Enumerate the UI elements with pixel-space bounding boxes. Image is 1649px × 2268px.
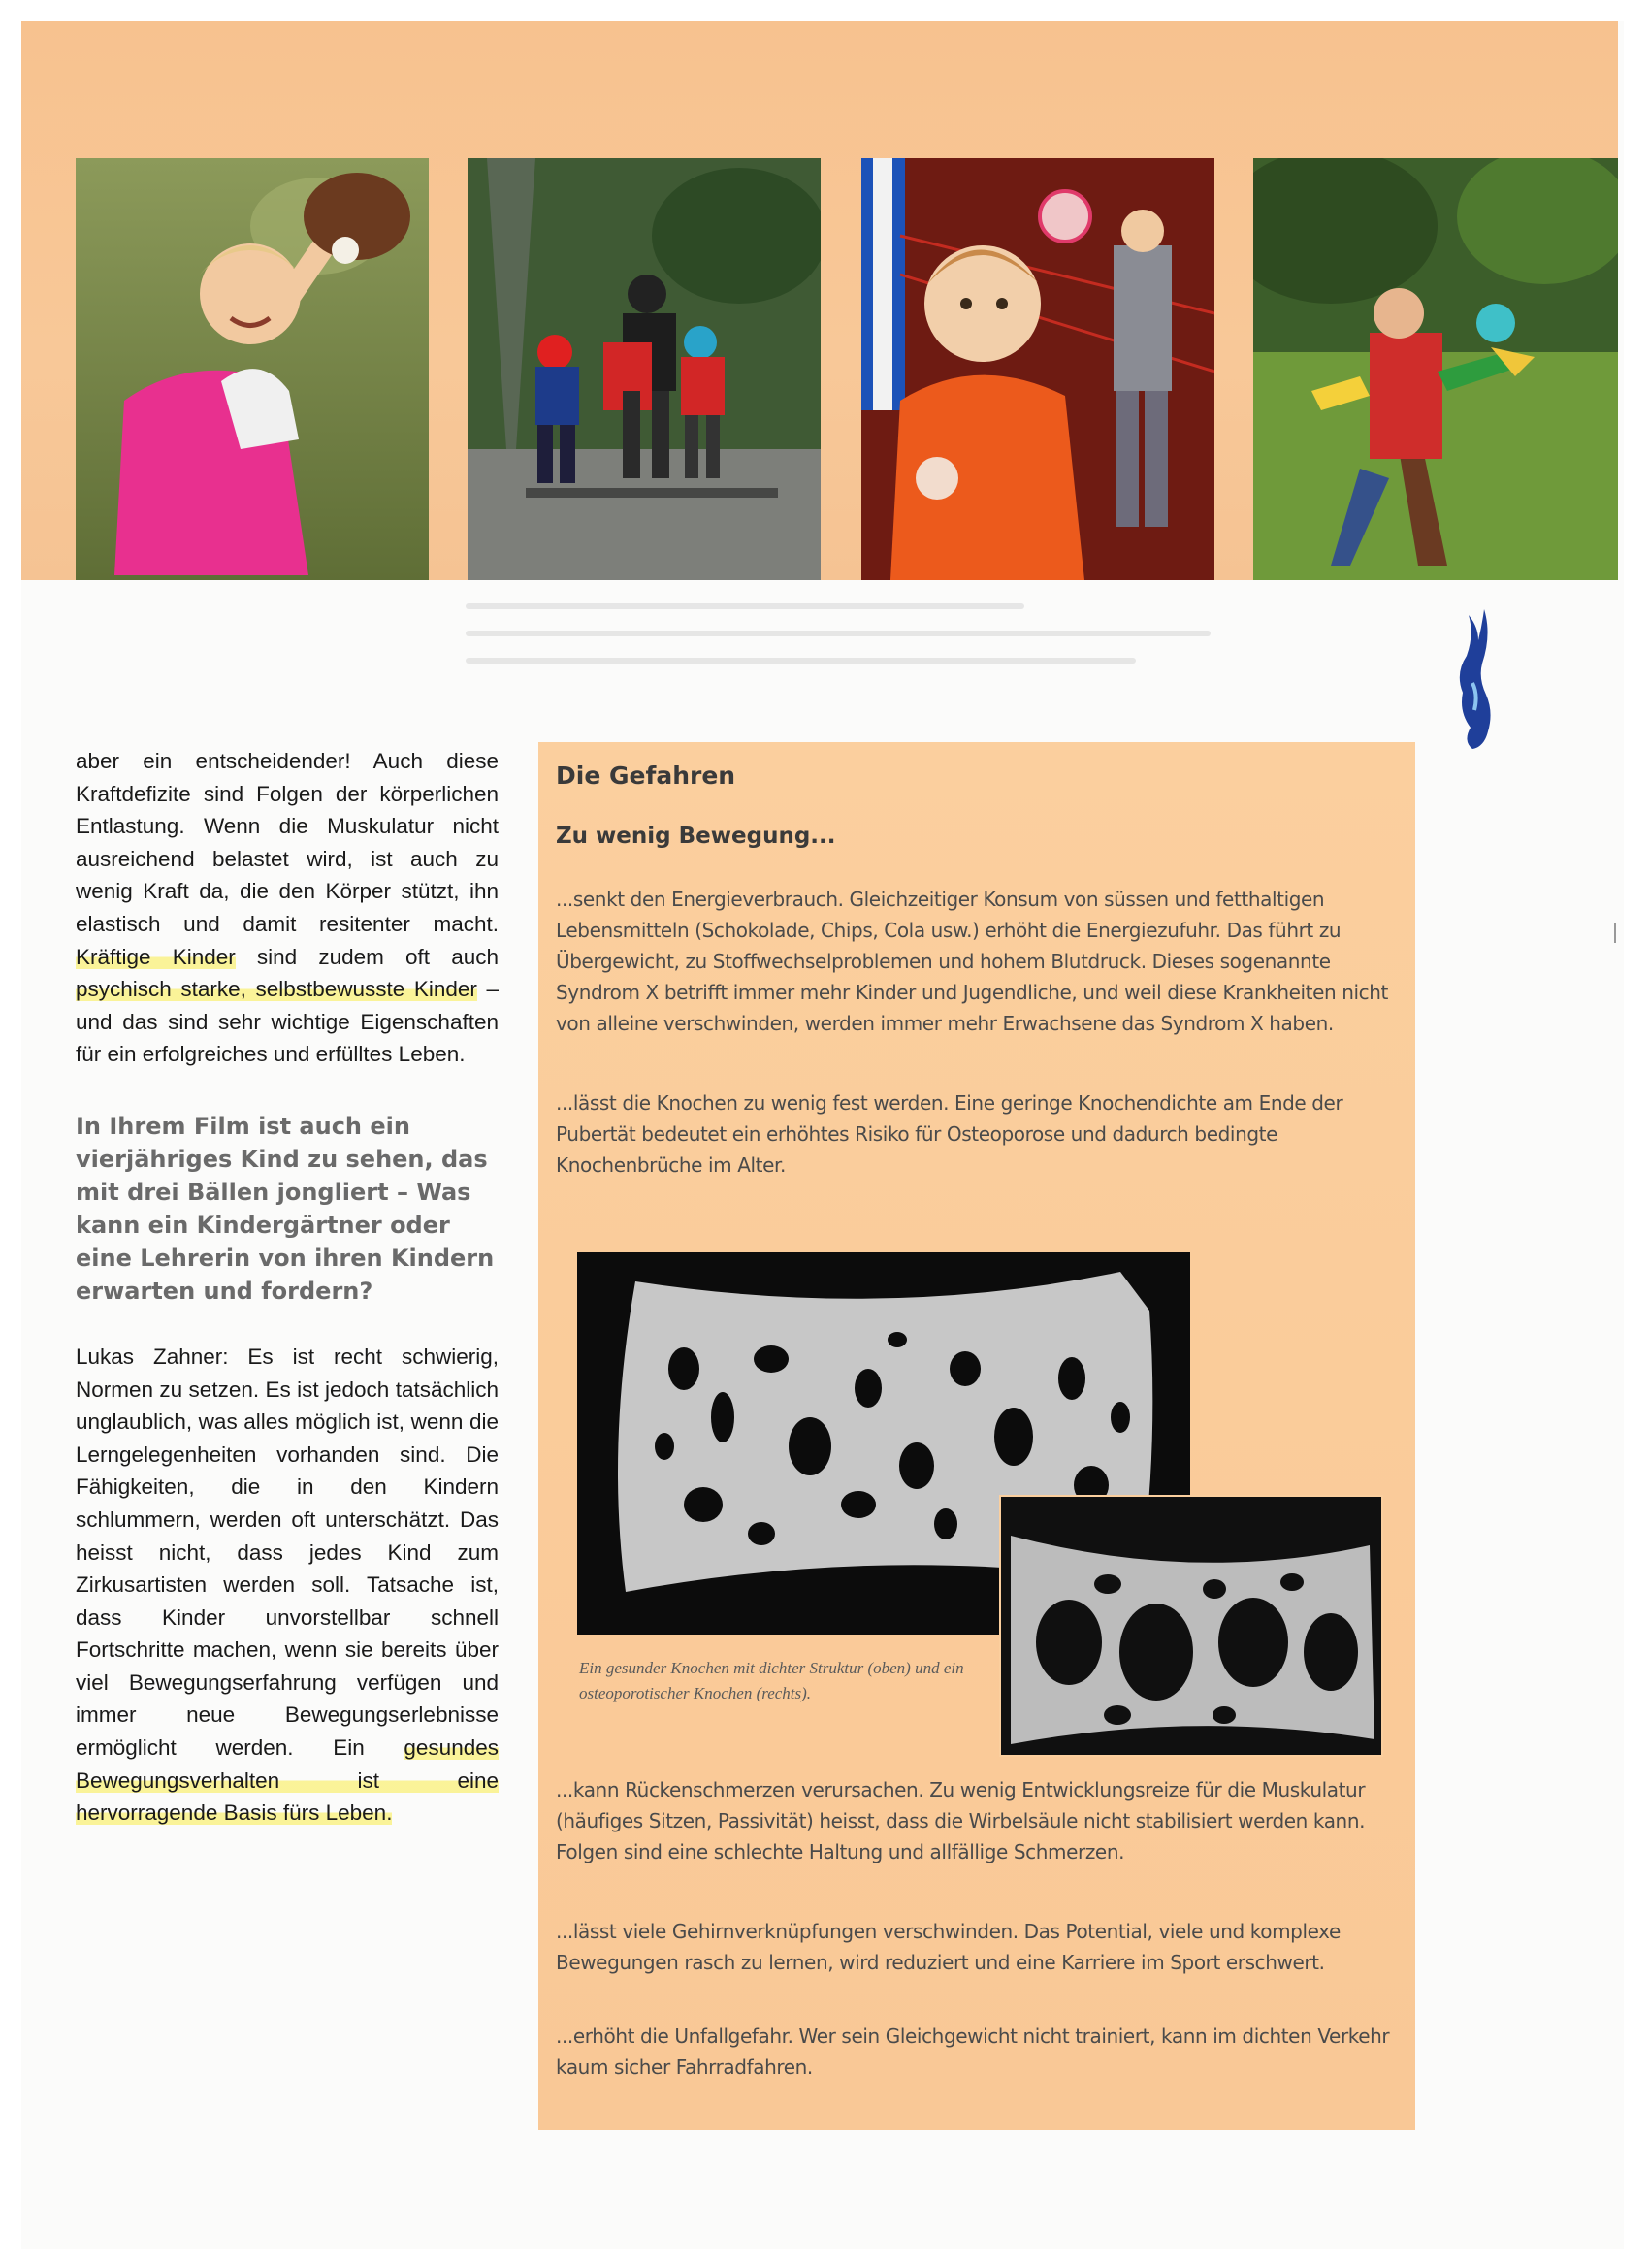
highlighted-text: gesundes Bewegungsverhalten ist eine hervorragende Basis fürs Leben.: [76, 1735, 499, 1826]
text-span: – und das sind sehr wichtige Eigenschaften für ein erfolgreiches und erfülltes Leben.: [76, 977, 499, 1067]
dangers-box: [538, 742, 1415, 2130]
danger-point: ...lässt die Knochen zu wenig fest werden. Eine geringe Knochendichte am Ende der Pubertät bedeutet ein erhöhtes Risiko für Osteoporose und dadurch bedingte Knochenbrüche im Alter.: [556, 1091, 1343, 1177]
highlighted-text: psychisch starke, selbstbewusste Kinder: [76, 977, 477, 1002]
interview-column: [76, 745, 499, 1830]
photo-juggling-child: [861, 158, 1214, 580]
photo-inline-skaters: [468, 158, 821, 580]
danger-point: ...kann Rückenschmerzen verursachen. Zu wenig Entwicklungsreize für die Muskulatur (häufiges Sitzen, Passivität) heisst, dass die Wirbelsäule nicht stabilisiert werden kann. Folgen sind eine schlechte Haltung und allfällige Schmerzen.: [556, 1778, 1366, 1863]
text-span: Lukas Zahner: Es ist recht schwierig, Normen zu setzen. Es ist jedoch tatsächlich unglaublich, was alles möglich ist, wenn die Lerngelegenheiten vorhanden sind. Die Fähigkeiten, die in den Kindern schlummern, werden oft unterschätzt. Das heisst nicht, dass jedes Kind zum Zirkusartisten werden soll. Tatsache ist, dass Kinder unvorstellbar schnell Fortschritte machen, wenn sie bereits über viel Bewegungserfahrung verfügen und immer neue Bewegungserlebnisse ermöglicht werden. Ein: [76, 1344, 499, 1761]
margin-mark: [1614, 923, 1620, 943]
paragraph-strength: [76, 745, 499, 1071]
highlighted-text: Kräftige Kinder: [76, 944, 236, 969]
box-title: Die Gefahren: [556, 761, 736, 790]
danger-point: ...lässt viele Gehirnverknüpfungen verschwinden. Das Potential, viele und komplexe Bewegungen rasch zu lernen, wird reduziert und eine Karriere im Sport erschwert.: [556, 1920, 1341, 1974]
photo-osteoporotic-bone: [999, 1495, 1383, 1757]
image-caption: Ein gesunder Knochen mit dichter Struktur (oben) und ein osteoporotischer Knochen (rechts).: [579, 1659, 964, 1702]
mascot-logo-icon: [1449, 605, 1504, 751]
bleed-through-text: [466, 582, 1397, 708]
photo-children-playing: [1253, 158, 1618, 580]
interview-question: In Ihrem Film ist auch ein vierjähriges Kind zu sehen, das mit drei Bällen jongliert – Was kann ein Kindergärtner oder eine Lehrerin von ihren Kindern erwarten und fordern?: [76, 1112, 495, 1305]
danger-point: ...erhöht die Unfallgefahr. Wer sein Gleichgewicht nicht trainiert, kann im dichten Verkehr kaum sicher Fahrradfahren.: [556, 2025, 1390, 2079]
interview-answer: [76, 1341, 499, 1830]
photo-boy-catching: [76, 158, 429, 580]
text-span: aber ein entscheidender! Auch diese Kraftdefizite sind Folgen der körperlichen Entlastung. Wenn die Muskulatur nicht ausreichend belastet wird, ist auch zu wenig Kraft da, die den Körper stützt, ihn elastisch und damit resitenter macht.: [76, 749, 499, 936]
danger-point: ...senkt den Energieverbrauch. Gleichzeitiger Konsum von süssen und fetthaltigen Lebensmitteln (Schokolade, Chips, Cola usw.) erhöht die Energiezufuhr. Das führt zu Übergewicht, zu Stoffwechselproblemen und hohem Blutdruck. Dieses sogenannte Syndrom X betrifft immer mehr Kinder und Jugendliche, und weil diese Krankheiten nicht von alleine verschwinden, werden immer mehr Erwachsene das Syndrom X haben.: [556, 888, 1388, 1035]
box-subtitle: Zu wenig Bewegung...: [556, 824, 836, 849]
text-span: sind zudem oft auch: [256, 944, 499, 969]
